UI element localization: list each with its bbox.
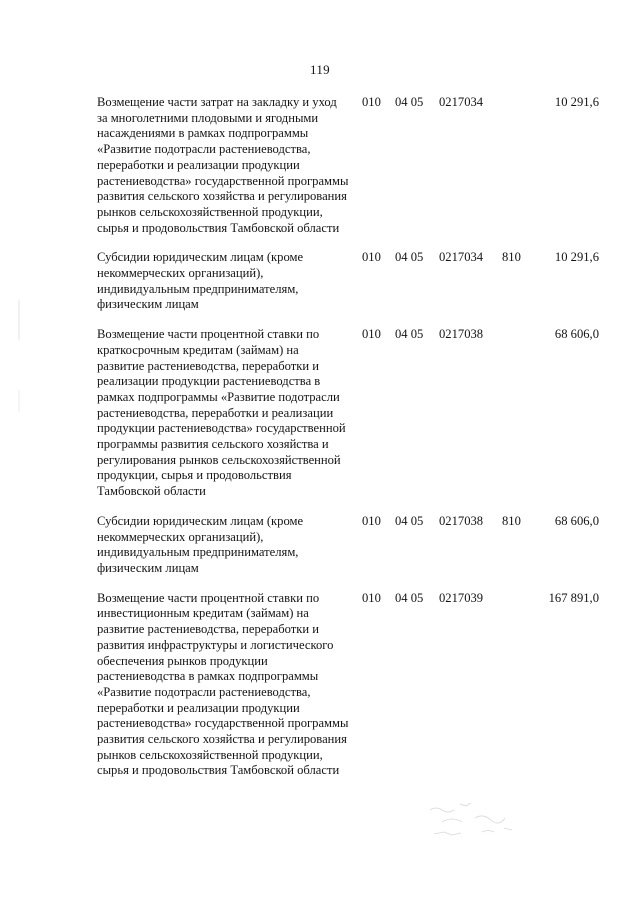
row-ministry-code: 010 bbox=[362, 590, 381, 605]
table-row bbox=[97, 514, 602, 577]
row-target-code: 0217034 bbox=[439, 250, 484, 265]
row-section-code: 04 05 bbox=[395, 95, 424, 109]
row-amount: 68 606,0 bbox=[554, 327, 599, 342]
row-ministry-code: 010 bbox=[362, 513, 381, 528]
table-row bbox=[97, 250, 602, 313]
row-ministry-code: 010 bbox=[362, 250, 381, 265]
row-expense-type: 810 bbox=[502, 513, 521, 528]
row-target-code: 0217038 bbox=[439, 327, 484, 342]
scan-margin-mark bbox=[18, 390, 20, 412]
row-target-code: 0217038 bbox=[439, 513, 484, 528]
row-expense-type: 810 bbox=[502, 250, 521, 265]
table-row bbox=[97, 591, 602, 779]
scan-margin-mark bbox=[18, 300, 20, 340]
row-amount: 167 891,0 bbox=[548, 590, 599, 605]
row-amount: 10 291,6 bbox=[554, 250, 599, 265]
row-section-code: 04 05 bbox=[395, 513, 424, 528]
row-section-code: 04 05 bbox=[395, 590, 424, 605]
budget-table bbox=[97, 95, 602, 793]
row-description: Возмещение части процентной ставки по краткосрочным кредитам (займам) на развитие растениеводства, переработки и реализации продукции растениеводства в рамках подпрограммы «Развитие подотрасли растениеводства, переработки и реализации продукции растениеводства» государственной программы развития сельского хозяйства и регулирования рынков сельскохозяйственной продукции, сырья и продовольствия Тамбовской области bbox=[97, 327, 346, 499]
row-amount: 68 606,0 bbox=[554, 513, 599, 528]
row-section-code: 04 05 bbox=[395, 327, 424, 342]
row-target-code: 0217039 bbox=[439, 590, 484, 605]
table-row bbox=[97, 95, 602, 236]
row-description: Возмещение части затрат на закладку и уход за многолетними плодовыми и ягодными насаждениями в рамках подпрограммы «Развитие подотрасли растениеводства, переработки и реализации продукции растениеводства» государственной программы развития сельского хозяйства и регулирования рынков сельскохозяйственной продукции, сырья и продовольствия Тамбовской области bbox=[97, 95, 349, 235]
row-amount: 10 291,6 bbox=[554, 95, 599, 109]
row-description: Субсидии юридическим лицам (кроме некоммерческих организаций), индивидуальным предпринимателям, физическим лицам bbox=[97, 250, 304, 312]
faint-stamp-mark bbox=[420, 790, 530, 845]
table-row bbox=[97, 327, 602, 500]
row-ministry-code: 010 bbox=[362, 95, 381, 109]
page-number: 119 bbox=[310, 62, 330, 77]
row-ministry-code: 010 bbox=[362, 327, 381, 342]
row-description: Возмещение части процентной ставки по инвестиционным кредитам (займам) на развитие растениеводства, переработки и развития инфраструктуры и логистического обеспечения рынков продукции растениеводства в рамках подпрограммы «Развитие подотрасли растениеводства, переработки и реализации продукции растениеводства» государственной программы развития сельского хозяйства и регулирования рынков сельскохозяйственной продукции, сырья и продовольствия Тамбовской области bbox=[97, 590, 349, 778]
row-target-code: 0217034 bbox=[439, 95, 484, 109]
row-section-code: 04 05 bbox=[395, 250, 424, 265]
row-description: Субсидии юридическим лицам (кроме некоммерческих организаций), индивидуальным предпринимателям, физическим лицам bbox=[97, 513, 304, 575]
